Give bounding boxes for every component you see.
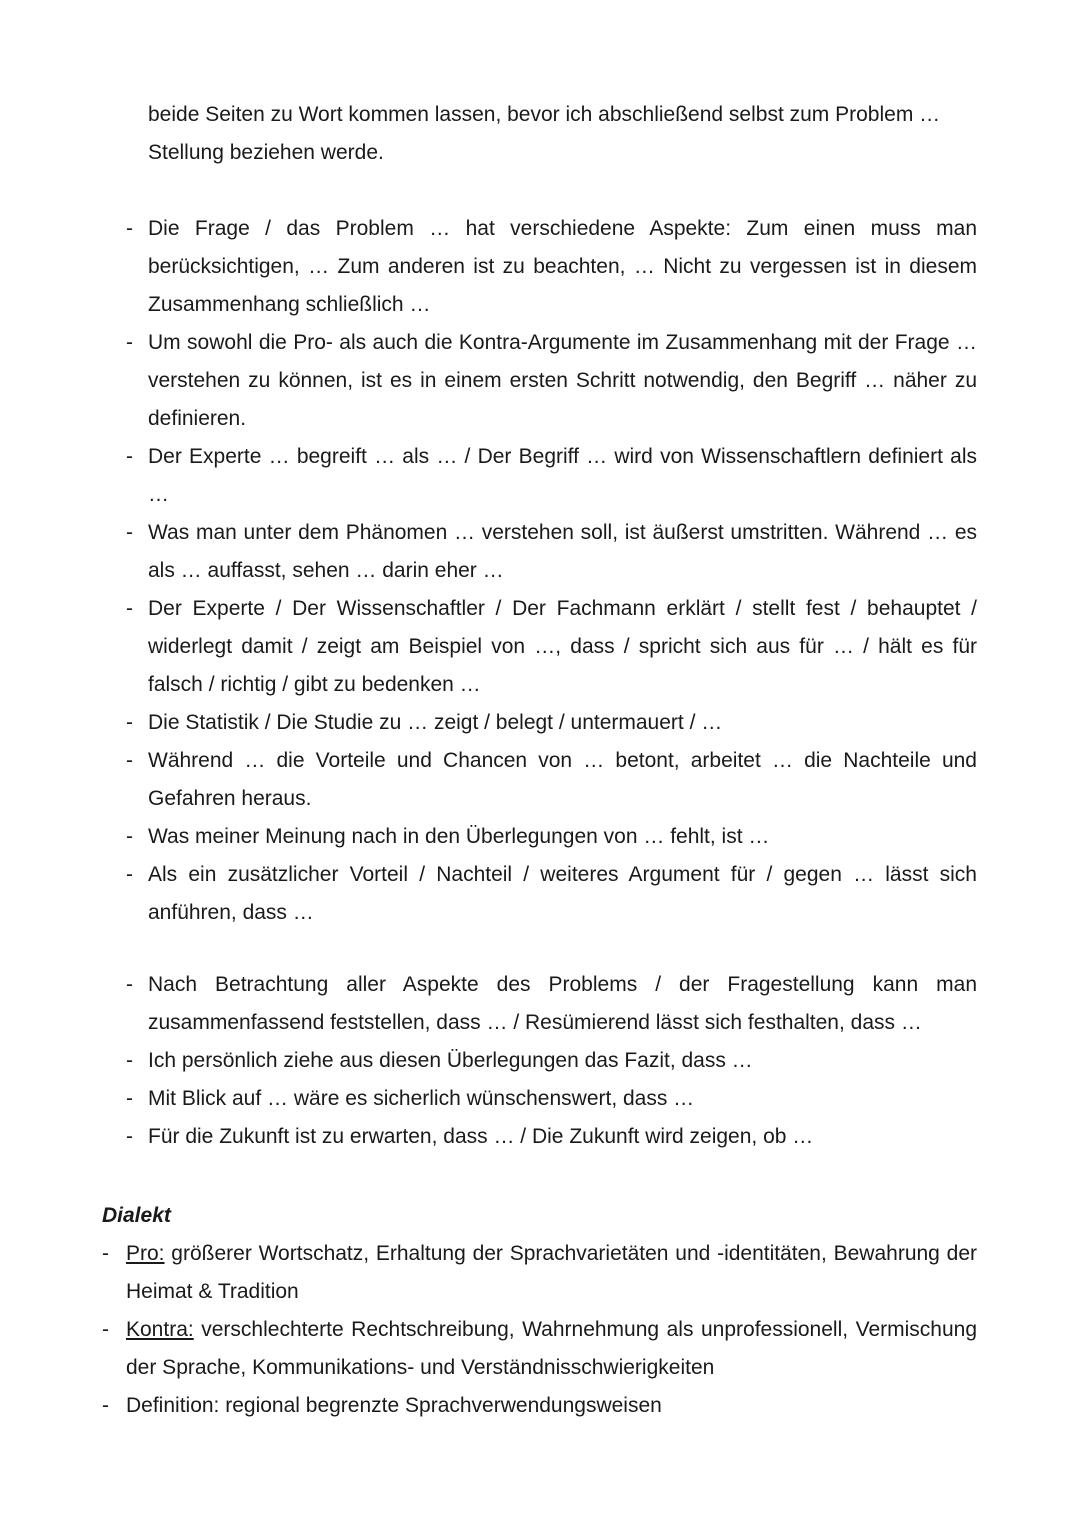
intro-line-2: Stellung beziehen werde.: [148, 141, 384, 164]
list-item: - Was man unter dem Phänomen … verstehen soll, ist äußerst umstritten. Während … es als … auffasst, sehen … darin eher …: [148, 514, 977, 590]
list-item: - Die Statistik / Die Studie zu … zeigt / belegt / untermauert / …: [148, 704, 977, 742]
list-item: - Nach Betrachtung aller Aspekte des Problems / der Fragestellung kann man zusammenfassend feststellen, dass … / Resümierend lässt sich festhalten, dass …: [148, 966, 977, 1042]
kontra-text: verschlechterte Rechtschreibung, Wahrnehmung als unprofessionell, Vermischung der Sprache, Kommunikations- und Verständnisschwierigkeiten: [126, 1318, 977, 1379]
intro-paragraph: [148, 96, 977, 172]
list-item: - Mit Blick auf … wäre es sicherlich wünschenswert, dass …: [148, 1080, 977, 1118]
pro-text: größerer Wortschatz, Erhaltung der Sprachvarietäten und -identitäten, Bewahrung der Heimat & Tradition: [126, 1242, 977, 1303]
intro-line-1: beide Seiten zu Wort kommen lassen, bevor ich abschließend selbst zum Problem …: [148, 103, 941, 126]
list-item: - Der Experte … begreift … als … / Der Begriff … wird von Wissenschaftlern definiert als …: [148, 438, 977, 514]
list-item: - Als ein zusätzlicher Vorteil / Nachteil / weiteres Argument für / gegen … lässt sich anführen, dass …: [148, 856, 977, 932]
list-item: - Um sowohl die Pro- als auch die Kontra-Argumente im Zusammenhang mit der Frage … verstehen zu können, ist es in einem ersten Schritt notwendig, den Begriff … näher zu definieren.: [148, 324, 977, 438]
kontra-label: Kontra:: [126, 1318, 194, 1341]
kontra-item: [126, 1311, 977, 1387]
pro-label: Pro:: [126, 1242, 165, 1265]
list-item: - Für die Zukunft ist zu erwarten, dass … / Die Zukunft wird zeigen, ob …: [148, 1118, 977, 1156]
phrase-list-conclusion: [148, 966, 977, 1156]
pro-item: [126, 1235, 977, 1311]
list-item: - Was meiner Meinung nach in den Überlegungen von … fehlt, ist …: [148, 818, 977, 856]
list-item: - Ich persönlich ziehe aus diesen Überlegungen das Fazit, dass …: [148, 1042, 977, 1080]
dialekt-list: [102, 1235, 977, 1425]
definition-item: - Definition: regional begrenzte Sprachverwendungsweisen: [126, 1387, 977, 1425]
phrase-list-main: [148, 210, 977, 932]
section-heading: Dialekt: [102, 1204, 171, 1227]
dialekt-section: [102, 1197, 977, 1425]
list-item: - Der Experte / Der Wissenschaftler / Der Fachmann erklärt / stellt fest / behauptet / widerlegt damit / zeigt am Beispiel von …, dass / spricht sich aus für … / hält es für falsch / richtig / gibt zu bedenken …: [148, 590, 977, 704]
list-item: - Während … die Vorteile und Chancen von … betont, arbeitet … die Nachteile und Gefahren heraus.: [148, 742, 977, 818]
list-item: - Die Frage / das Problem … hat verschiedene Aspekte: Zum einen muss man berücksichtigen, … Zum anderen ist zu beachten, … Nicht zu vergessen ist in diesem Zusammenhang schließlich …: [148, 210, 977, 324]
